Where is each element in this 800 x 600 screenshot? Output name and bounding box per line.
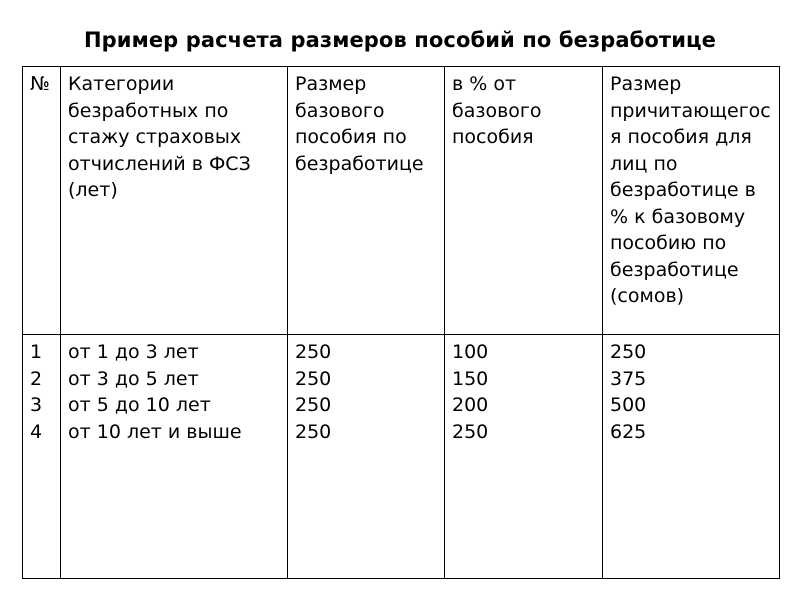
- header-category-label: Категории безработных по стажу страховых отчислений в ФСЗ (лет): [68, 73, 251, 201]
- header-number-label: №: [30, 73, 50, 95]
- table-header-row: [23, 67, 780, 335]
- row-number: 1: [30, 341, 43, 363]
- category-value: от 5 до 10 лет: [68, 394, 211, 416]
- benefit-due-value: 625: [610, 420, 647, 443]
- header-number: [23, 67, 61, 335]
- base-benefit-value: 250: [295, 341, 332, 363]
- table-body-row: [23, 335, 780, 579]
- header-category: [61, 67, 288, 335]
- cell-categories: [61, 335, 288, 579]
- base-benefit-value: 250: [295, 394, 332, 416]
- benefits-table: [22, 66, 780, 579]
- cell-percent: [445, 335, 603, 579]
- base-benefit-value: 250: [295, 367, 332, 390]
- header-percent-label: в % от базового пособия: [452, 73, 542, 148]
- percent-value: 150: [452, 367, 489, 390]
- category-value: от 3 до 5 лет: [68, 367, 199, 390]
- percent-value: 250: [452, 420, 489, 443]
- category-value: от 1 до 3 лет: [68, 341, 199, 363]
- cell-benefit-due: [603, 335, 780, 579]
- category-value: от 10 лет и выше: [68, 420, 242, 443]
- benefit-due-value: 250: [610, 341, 647, 363]
- base-benefit-value: 250: [295, 420, 332, 443]
- percent-value: 200: [452, 394, 489, 416]
- benefit-due-value: 375: [610, 367, 647, 390]
- benefit-due-value: 500: [610, 394, 647, 416]
- cell-base-benefit: [288, 335, 445, 579]
- header-base-benefit-label: Размер базового пособия по безработице: [295, 73, 424, 175]
- slide-title: Пример расчета размеров пособий по безработице: [83, 28, 717, 52]
- percent-value: 100: [452, 341, 489, 363]
- header-base-benefit: [288, 67, 445, 335]
- header-benefit-due-label: Размер причитающегося пособия для лиц по безработице в % к базовому пособию по безработице (сомов): [610, 73, 771, 307]
- row-number: 4: [30, 420, 43, 443]
- cell-numbers: [23, 335, 61, 579]
- row-number: 3: [30, 394, 43, 416]
- header-benefit-due: [603, 67, 780, 335]
- header-percent: [445, 67, 603, 335]
- row-number: 2: [30, 367, 43, 390]
